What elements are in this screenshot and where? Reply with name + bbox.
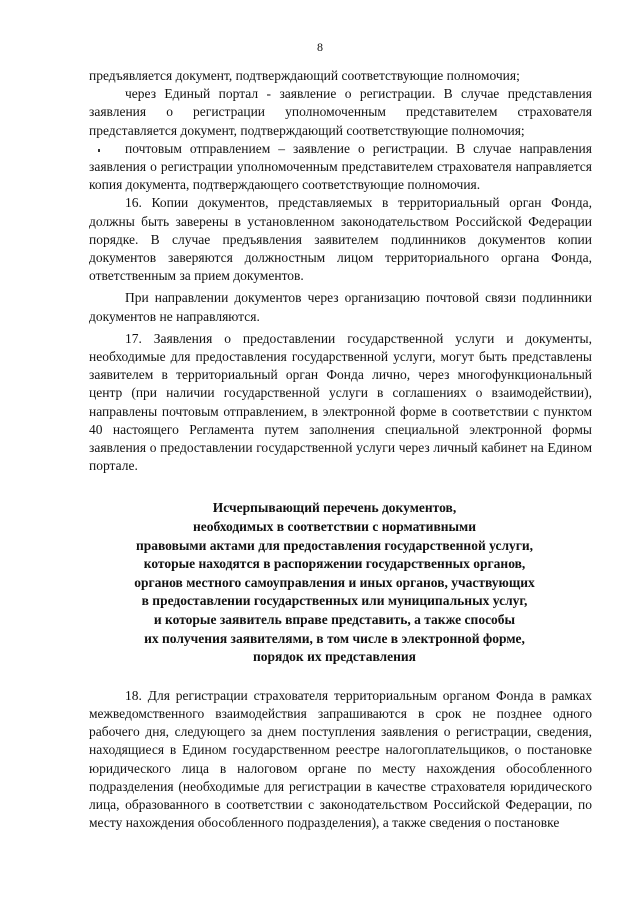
heading-line: правовыми актами для предоставления государственной услуги, bbox=[135, 537, 534, 553]
heading-line: и которые заявитель вправе представить, а также способы bbox=[153, 612, 516, 628]
paragraph-postal-submission: почтовым отправлением – заявление о регистрации. В случае направления заявления о регистрации уполномоченным представителем страхователя направляется копия документа, подтверждающего соответствующие полномочия. bbox=[89, 140, 592, 193]
document-body bbox=[89, 67, 592, 832]
section-heading bbox=[89, 499, 592, 666]
page-number: 8 bbox=[317, 40, 323, 54]
paragraph-unified-portal: через Единый портал - заявление о регистрации. В случае представления заявления о регистрации уполномоченным представителем страхователя представляется документ, подтверждающий соответствующие полномочия; bbox=[89, 86, 592, 138]
heading-line: необходимых в соответствии с нормативными bbox=[192, 519, 477, 535]
heading-line: Исчерпывающий перечень документов, bbox=[212, 500, 457, 516]
heading-line: порядок их представления bbox=[253, 649, 416, 665]
paragraph-postal-originals: При направлении документов через организацию почтовой связи подлинники документов не направляются. bbox=[89, 290, 592, 324]
paragraph-17-submission-methods: 17. Заявления о предоставлении государственной услуги и документы, необходимые для предоставления государственной услуги, могут быть представлены заявителем в территориальный орган Фонда лично, через многофункциональный центр (при наличии государственной услуги в соглашениях о взаимодействии), направлены почтовым отправлением, в электронной форме в соответствии с пунктом 40 настоящего Регламента путем заполнения специальной электронной формы заявления о предоставлении государственной услуги через личный кабинет на Едином портале. bbox=[89, 330, 592, 474]
heading-line: органов местного самоуправления и иных органов, участвующих bbox=[134, 574, 535, 590]
heading-line: которые находятся в распоряжении государственных органов, bbox=[143, 556, 526, 572]
heading-line: их получения заявителями, в том числе в электронной форме, bbox=[144, 630, 525, 646]
paragraph-authority-document: предъявляется документ, подтверждающий соответствующие полномочия; bbox=[89, 68, 520, 83]
paragraph-16-copies: 16. Копии документов, представляемых в территориальный орган Фонда, должны быть заверены в установленном законодательством Российской Федерации порядке. В случае предъявления заявителем подлинников документов копии документов заверяются должностным лицом территориального органа Фонда, ответственным за прием документов. bbox=[89, 195, 592, 284]
paragraph-18-interagency-request: 18. Для регистрации страхователя территориальным органом Фонда в рамках межведомственного взаимодействия запрашиваются в срок не позднее одного рабочего дня, следующего за днем поступления заявления о регистрации, сведения, находящиеся в Едином государственном реестре налогоплательщиков, о постановке юридического лица в налоговом органе по месту нахождения обособленного подразделения (необходимые для регистрации в качестве страхователя юридического лица, образованного в соответствии с законодательством Российской Федерации, по месту нахождения обособленного подразделения), а также сведения о постановке bbox=[89, 687, 592, 831]
heading-line: в предоставлении государственных или муниципальных услуг, bbox=[141, 593, 528, 609]
